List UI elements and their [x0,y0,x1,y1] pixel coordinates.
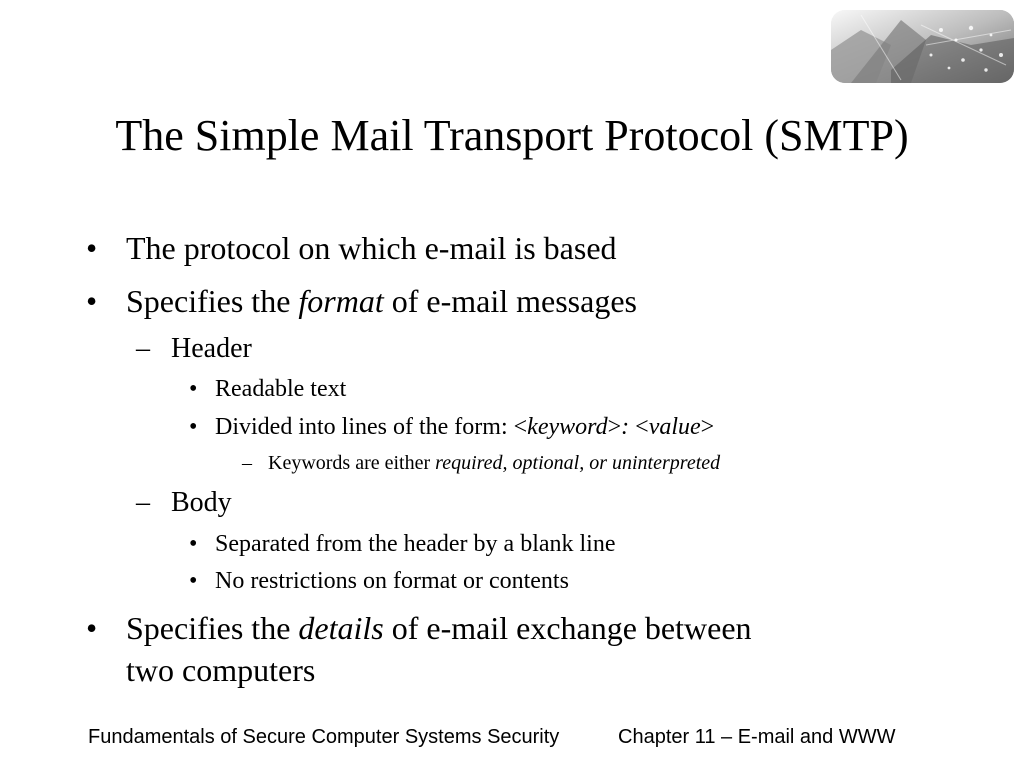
emphasis-details: details [298,610,384,646]
emphasis-value: value [648,414,701,440]
bullet-marker: • [189,376,198,402]
bullet-text: of e-mail exchange between [383,610,752,646]
bullet-marker: • [189,531,198,557]
bullet-marker: • [86,230,98,266]
subitem-text: Header [171,333,252,364]
dash-marker: – [242,452,252,474]
bullet-format [126,281,637,321]
subitem-text: No restrictions on format or contents [215,568,569,594]
bullet-text: The protocol on which e-mail is based [126,230,617,266]
dash-marker: – [136,487,150,518]
emphasis-format: format [298,283,384,319]
angle-close: > [700,414,715,440]
subitem-text: Divided into lines of the form: [215,414,514,440]
footer-left: Fundamentals of Secure Computer Systems Security [88,726,560,748]
slide-title: The Simple Mail Transport Protocol (SMTP) [115,111,909,160]
colon-separator: : [621,414,636,440]
bullet-text: Specifies the [126,283,299,319]
bullet-marker: • [86,610,98,646]
bullet-marker: • [189,568,198,594]
emphasis-keyword: keyword [527,414,608,440]
bullet-details-continued [126,650,315,690]
footer-right: Chapter 11 – E-mail and WWW [618,726,896,748]
bullet-text: of e-mail messages [383,283,637,319]
subitem-text: Body [171,487,232,518]
bullet-text: Specifies the [126,610,299,646]
subitem-text: Keywords are either [268,452,436,474]
bullet-protocol [126,228,617,268]
subitem-separated [215,529,616,559]
bullet-text: two computers [126,652,316,688]
dash-marker: – [136,333,150,364]
subitem-divided [215,412,714,442]
subitem-text: Readable text [215,376,347,402]
bullet-marker: • [86,283,98,319]
angle-open: < [635,414,649,440]
subitem-header [171,332,252,366]
subitem-norestrict [215,566,569,596]
emphasis-keyword-types: required, optional, or uninterpreted [435,452,721,474]
subitem-readable [215,374,346,404]
bullet-marker: • [189,414,198,440]
subitem-body [171,486,232,520]
bullet-details [126,608,752,648]
angle-open: < [513,414,528,440]
subitem-keywords [268,450,720,476]
subitem-text: Separated from the header by a blank line [215,531,616,557]
angle-close: > [607,414,622,440]
